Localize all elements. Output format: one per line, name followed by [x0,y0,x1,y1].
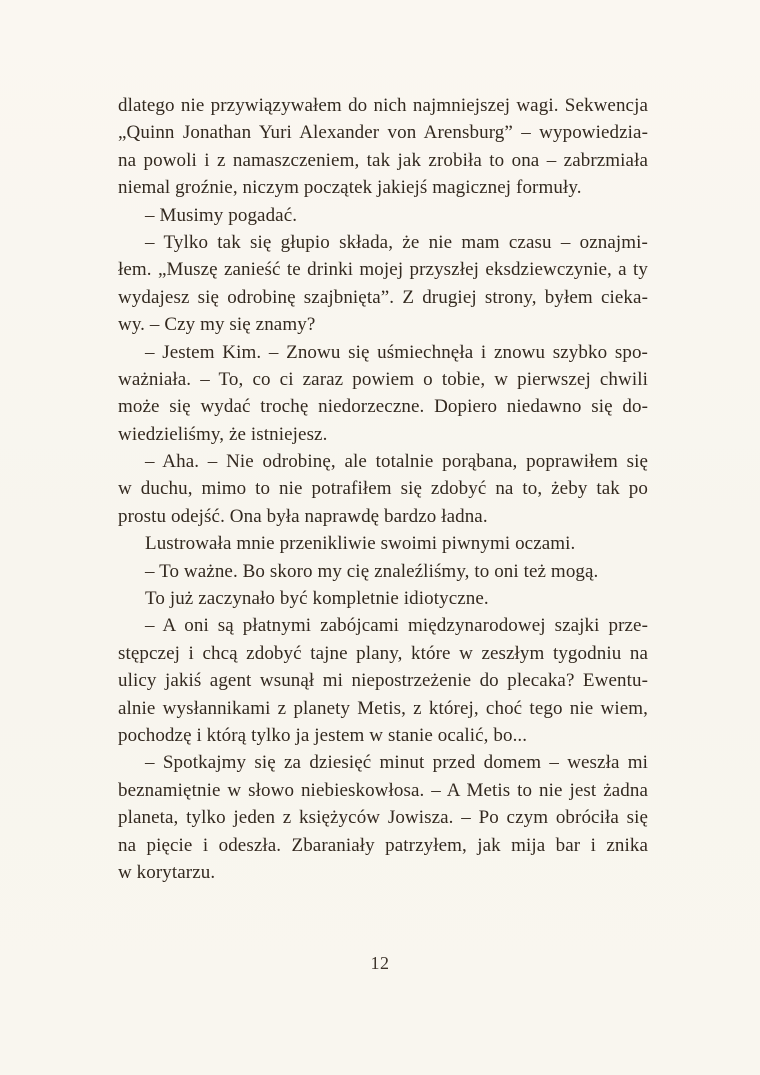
paragraph [118,448,648,530]
paragraph [118,229,648,339]
text-line: „Quinn Jonathan Yuri Alexander von Arensburg” – wypowiedzia- [118,122,648,144]
page-text [118,92,648,886]
paragraph [118,612,648,749]
paragraph [118,749,648,886]
text-line: niemal groźnie, niczym początek jakiejś magicznej formuły. [118,177,582,199]
text-line: łem. „Muszę zanieść te drinki mojej przyszłej eksdziewczynie, a ty [118,259,648,281]
text-line: – A oni są płatnymi zabójcami międzynarodowej szajki prze- [145,615,648,637]
text-line: ważniała. – To, co ci zaraz powiem o tobie, w pierwszej chwili [118,368,648,390]
text-line: – To ważne. Bo skoro my cię znaleźliśmy, to oni też mogą. [145,560,599,582]
paragraph [118,339,648,449]
text-line: pochodzę i którą tylko ja jestem w stanie ocalić, bo... [118,724,528,746]
text-line: Lustrowała mnie przenikliwie swoimi piwnymi oczami. [145,533,576,555]
text-line: może się wydać trochę niedorzeczne. Dopiero niedawno się do- [118,396,648,418]
text-line: wiedzieliśmy, że istniejesz. [118,423,328,445]
text-line: wy. – Czy my się znamy? [118,314,316,336]
paragraph [118,92,648,202]
paragraph [118,530,648,557]
text-line: planeta, tylko jeden z księżyców Jowisza. – Po czym obróciła się [118,807,648,829]
text-line: wydajesz się odrobinę szajbnięta”. Z drugiej strony, byłem cieka- [118,286,648,308]
text-line: beznamiętnie w słowo niebieskowłosa. – A Metis to nie jest żadna [118,779,648,801]
text-line: – Tylko tak się głupio składa, że nie mam czasu – oznajmi- [145,231,648,253]
text-line: prostu odejść. Ona była naprawdę bardzo ładna. [118,505,488,527]
text-line: – Spotkajmy się za dziesięć minut przed domem – weszła mi [145,752,648,774]
text-line: w duchu, mimo to nie potrafiłem się zdobyć na to, żeby tak po [118,478,648,500]
text-line: – Jestem Kim. – Znowu się uśmiechnęła i znowu szybko spo- [145,341,648,363]
text-line: stępczej i chcą zdobyć tajne plany, które w zeszłym tygodniu na [118,642,648,664]
paragraph [118,558,648,585]
page-number: 12 [370,953,390,973]
text-line: dlatego nie przywiązywałem do nich najmniejszej wagi. Sekwencja [118,95,648,116]
text-line: alnie wysłannikami z planety Metis, z której, choć tego nie wiem, [118,697,648,719]
text-line: w korytarzu. [118,861,216,883]
text-line: – Musimy pogadać. [145,204,298,226]
paragraph [118,585,648,612]
text-line: To już zaczynało być kompletnie idiotyczne. [145,588,489,610]
text-line: na powoli i z namaszczeniem, tak jak zrobiła to ona – zabrzmiała [118,149,648,171]
text-line: na pięcie i odeszła. Zbaraniały patrzyłem, jak mija bar i znika [118,834,648,856]
text-line: – Aha. – Nie odrobinę, ale totalnie porąbana, poprawiłem się [145,451,648,473]
text-line: ulicy jakiś agent wsunął mi niepostrzeżenie do plecaka? Ewentu- [118,670,648,692]
paragraph [118,202,648,229]
